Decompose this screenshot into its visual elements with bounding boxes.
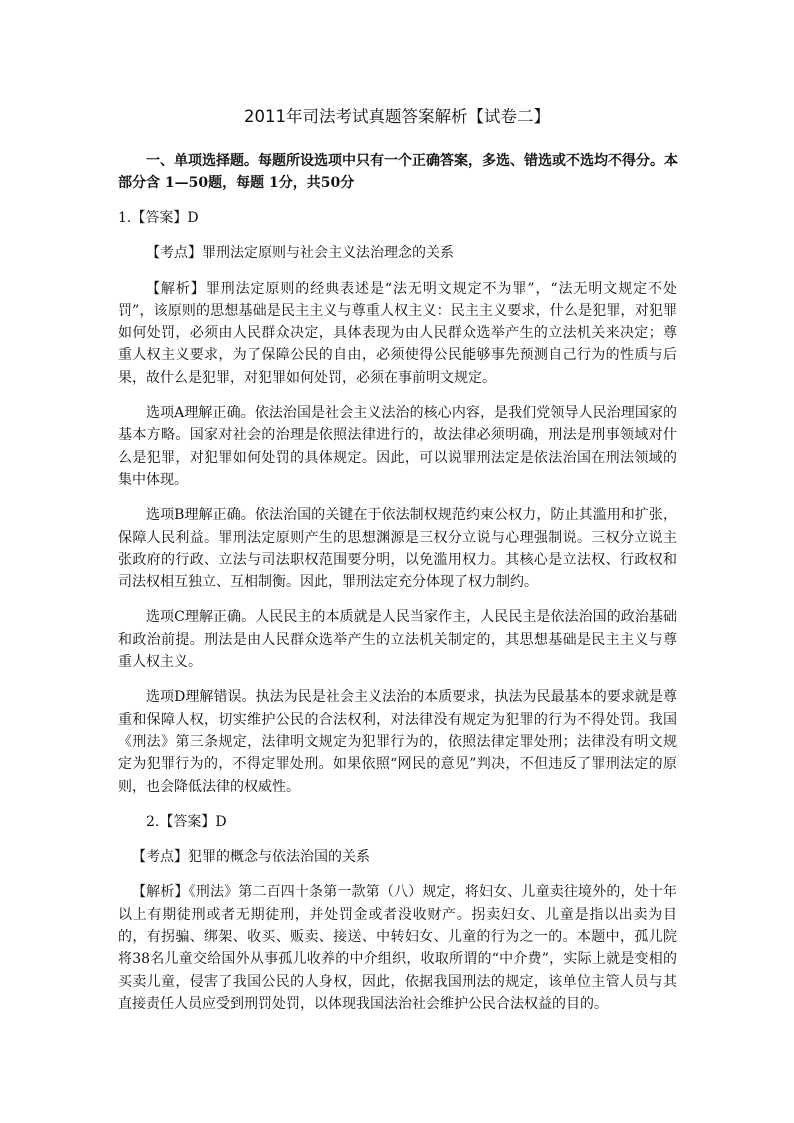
- answer-2-label: 2.【答案】D: [146, 813, 227, 830]
- document-body: [118, 207, 677, 1028]
- answer-2-topic: 【考点】犯罪的概念与依法治国的关系: [132, 849, 370, 866]
- section-heading: 一、单项选择题。每题所设选项中只有一个正确答案，多选、错选或不选均不得分。本部分含 1—50题，每题 1分，共50分: [118, 153, 678, 191]
- answer-1-option-d: 选项D理解错误。执法为民是社会主义法治的本质要求，执法为民最基本的要求就是尊重和保障人权，切实维护公民的合法权利，对法律没有规定为犯罪的行为不得处罚。我国《刑法》第三条规定，法律明文规定为犯罪行为的，依照法律定罪处刑；法律没有明文规定为犯罪行为的，不得定罪处刑。如果依照“网民的意见”判决，不但违反了罪刑法定的原则，也会降低法律的权威性。: [118, 689, 677, 795]
- answer-1-option-b: 选项B理解正确。依法治国的关键在于依法制权规范约束公权力，防止其滥用和扩张，保障人民利益。罪刑法定原则产生的思想渊源是三权分立说与心理强制说。三权分立说主张政府的行政、立法与司法职权范围要分明，以免滥用权力。其核心是立法权、行政权和司法权相互独立、互相制衡。因此，罪刑法定充分体现了权力制约。: [118, 507, 677, 591]
- answer-1-analysis: 【解析】罪刑法定原则的经典表述是“法无明文规定不为罪”，“法无明文规定不处罚”，该原则的思想基础是民主主义与尊重人权主义：民主主义要求，什么是犯罪，对犯罪如何处罚，必须由人民群众决定，具体表现为由人民群众选举产生的立法机关来决定；尊重人权主义要求，为了保障公民的自由，必须使得公民能够事先预测自己行为的性质与后果，故什么是犯罪，对犯罪如何处罚，必须在事前明文规定。: [118, 280, 677, 386]
- answer-1-topic: 【考点】罪刑法定原则与社会主义法治理念的关系: [146, 245, 454, 262]
- answer-1-option-c: 选项C理解正确。人民民主的本质就是人民当家作主，人民民主是依法治国的政治基础和政治前提。刑法是由人民群众选举产生的立法机关制定的，其思想基础是民主主义与尊重人权主义。: [118, 609, 677, 671]
- answer-1-label: 1.【答案】D: [118, 210, 199, 226]
- answer-2-analysis: 【解析】《刑法》第二百四十条第一款第（八）规定，将妇女、儿童卖往境外的，处十年以上有期徒刑或者无期徒刑，并处罚金或者没收财产。拐卖妇女、儿童是指以出卖为目的，有拐骗、绑架、收买、贩卖、接送、中转妇女、儿童的行为之一的。本题中，孤儿院将38名儿童交给国外从事孤儿收养的中介组织，收取所谓的“中介费”，实际上就是变相的买卖儿童，侵害了我国公民的人身权，因此，依据我国刑法的规定，该单位主管人员与其直接责任人员应受到刑罚处罚，以体现我国法治社会维护公民合法权益的目的。: [118, 884, 677, 1012]
- answer-1-option-a: 选项A理解正确。依法治国是社会主义法治的核心内容，是我们党领导人民治理国家的基本方略。国家对社会的治理是依照法律进行的，故法律必须明确，刑法是刑事领域对什么是犯罪，对犯罪如何处罚的具体规定。因此，可以说罪刑法定是依法治国在刑法领域的集中体现。: [118, 405, 677, 488]
- document-title: 2011年司法考试真题答案解析【试卷二】: [244, 107, 550, 126]
